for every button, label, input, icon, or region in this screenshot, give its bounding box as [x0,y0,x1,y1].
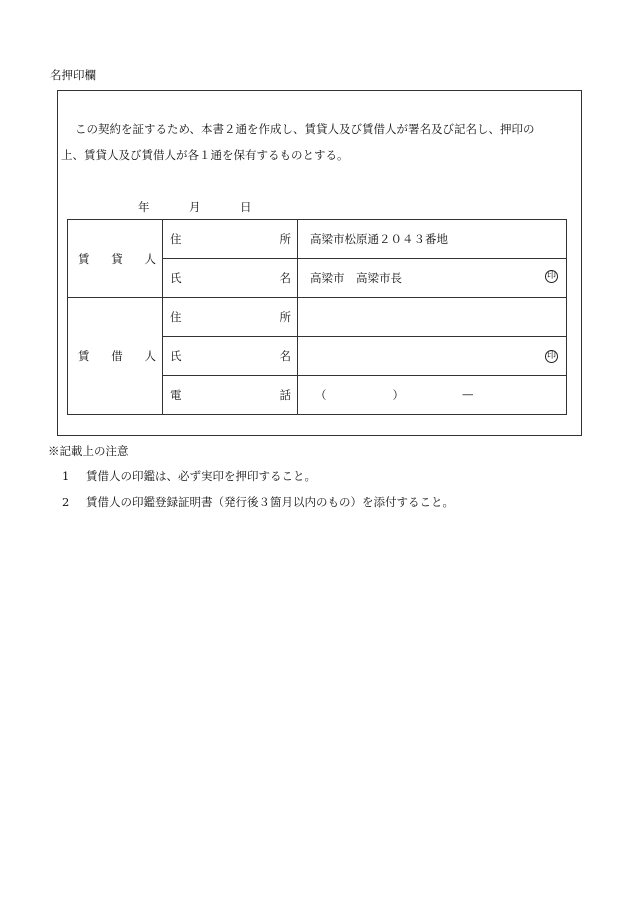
parties-table [67,219,567,415]
lessee-name-value[interactable] [298,337,567,376]
note-item [62,497,454,509]
note-number: 1 [62,469,70,483]
date-day-label: 日 [240,200,252,214]
seal-mark-icon: 印 [546,350,556,361]
field-label-char: 氏 [170,349,182,363]
note-text: 賃借人の印鑑登録証明書（発行後３箇月以内のもの）を添付すること。 [86,495,454,509]
lessee-name-label [163,337,298,376]
lessor-label-char: 賃 [78,251,90,266]
field-label-char: 氏 [170,271,182,285]
agreement-paragraph-line2: 上、賃貸人及び賃借人が各１通を保有するものとする。 [61,148,349,162]
lessee-address-value[interactable] [298,298,567,337]
field-label-char: 所 [279,310,291,324]
lessor-label-char: 人 [144,251,156,266]
lessor-label [68,220,163,298]
field-label-char: 名 [279,349,291,363]
notes-title: ※記載上の注意 [48,444,129,458]
section-title: 名押印欄 [50,68,96,82]
lessee-label [68,298,163,415]
lessee-phone-value[interactable] [298,376,567,415]
lessor-address-row [68,220,567,259]
date-month-label: 月 [189,200,201,214]
lessee-phone-label [163,376,298,415]
lessee-label-char: 人 [144,349,156,363]
lessee-label-char: 賃 [78,349,90,363]
phone-dash: — [462,387,474,401]
field-label-char: 住 [170,310,182,324]
lessor-name-text: 高梁市 高梁市長 [310,271,402,285]
seal-mark-icon: 印 [546,271,556,281]
field-label-char: 電 [170,388,182,402]
lessee-address-label [163,298,298,337]
note-item [62,471,316,483]
field-label-char: 所 [279,232,291,246]
lessee-address-row [68,298,567,337]
lessor-name-label [163,259,298,298]
lessor-address-value [298,220,567,259]
phone-close-paren: ） [392,388,404,402]
field-label-char: 住 [170,232,182,246]
agreement-paragraph-line1: この契約を証するため、本書２通を作成し、賃貸人及び賃借人が署名及び記名し、押印の [75,122,535,136]
lessor-address-label [163,220,298,259]
lessor-address-text: 高梁市松原通２０４３番地 [310,232,448,246]
lessor-label-char: 貸 [111,251,123,266]
field-label-char: 話 [279,388,291,402]
note-text: 賃借人の印鑑は、必ず実印を押印すること。 [86,469,316,483]
field-label-char: 名 [279,271,291,285]
phone-open-paren: （ [315,388,327,402]
date-year-label: 年 [138,200,150,214]
lessor-name-value [298,259,567,298]
note-number: 2 [62,495,70,509]
lessee-label-char: 借 [111,349,123,363]
